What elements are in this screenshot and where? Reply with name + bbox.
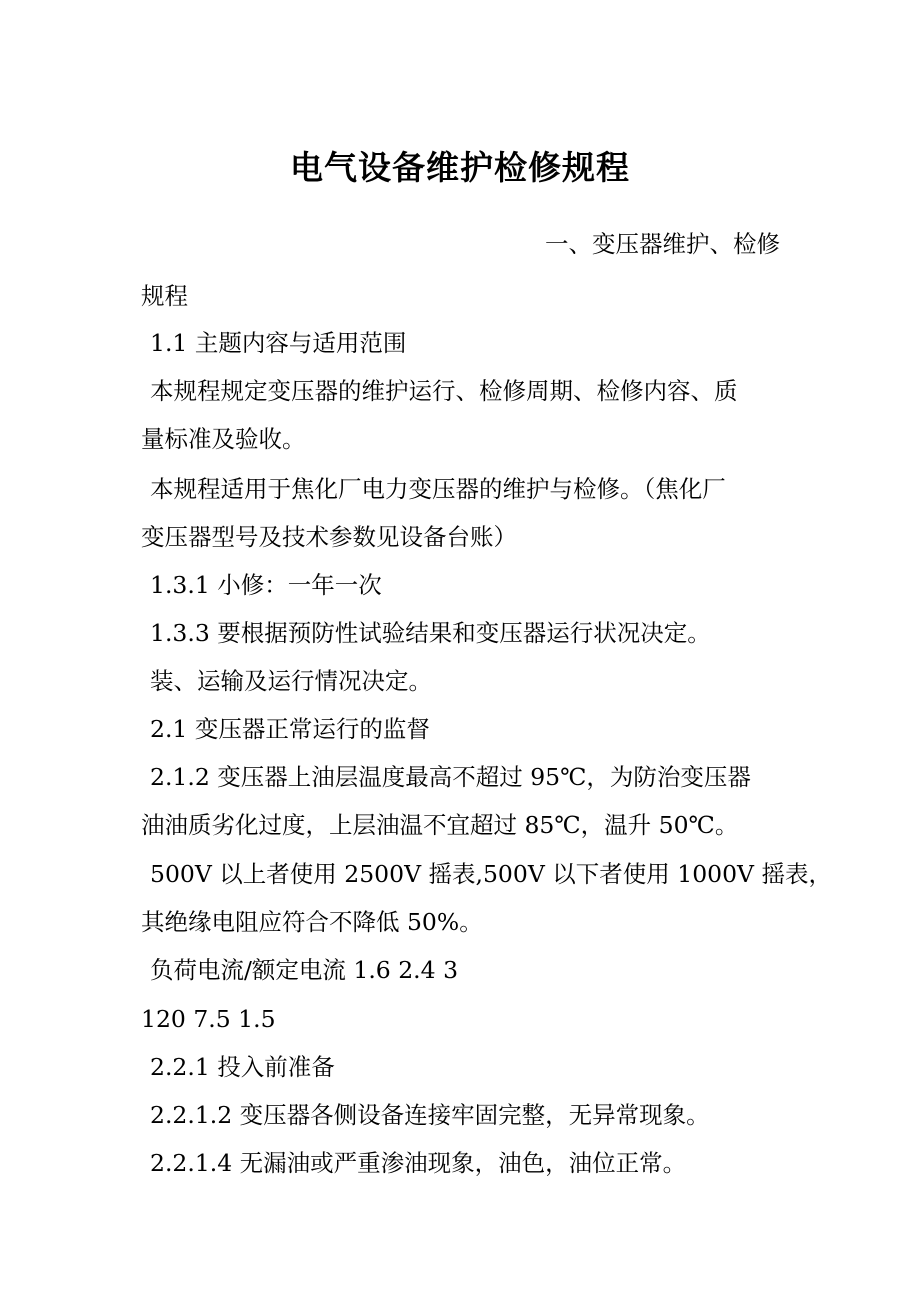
text-line: 1.3.1 小修：一年一次 (150, 571, 382, 599)
section-heading: 一、变压器维护、检修 (545, 230, 780, 258)
text-line: 120 7.5 1.5 (141, 1005, 276, 1033)
text-line: 本规程规定变压器的维护运行、检修周期、检修内容、质 (150, 377, 738, 405)
text-line: 1.3.3 要根据预防性试验结果和变压器运行状况决定。 (150, 619, 711, 647)
text-line: 量标准及验收。 (141, 425, 306, 453)
text-line: 2.2.1 投入前准备 (150, 1053, 335, 1081)
section-heading-continued: 规程 (141, 282, 188, 310)
text-line: 2.1.2 变压器上油层温度最高不超过 95℃，为防治变压器 (150, 763, 751, 791)
text-line: 负荷电流/额定电流 1.6 2.4 3 (150, 956, 459, 984)
text-line: 500V 以上者使用 2500V 摇表,500V 以下者使用 1000V 摇表， (150, 860, 832, 888)
text-line: 2.2.1.2 变压器各侧设备连接牢固完整，无异常现象。 (150, 1101, 710, 1129)
text-line: 装、运输及运行情况决定。 (150, 667, 432, 695)
document-title: 电气设备维护检修规程 (290, 148, 630, 187)
text-line: 本规程适用于焦化厂电力变压器的维护与检修。（焦化厂 (150, 475, 726, 503)
text-line: 变压器型号及技术参数见设备台账） (141, 523, 517, 551)
text-line: 其绝缘电阻应符合不降低 50%。 (141, 908, 483, 936)
text-line: 2.1 变压器正常运行的监督 (150, 715, 430, 743)
text-line: 2.2.1.4 无漏油或严重渗油现象，油色，油位正常。 (150, 1149, 687, 1177)
text-line: 油油质劣化过度，上层油温不宜超过 85℃，温升 50℃。 (141, 811, 739, 839)
text-line: 1.1 主题内容与适用范围 (150, 329, 407, 357)
